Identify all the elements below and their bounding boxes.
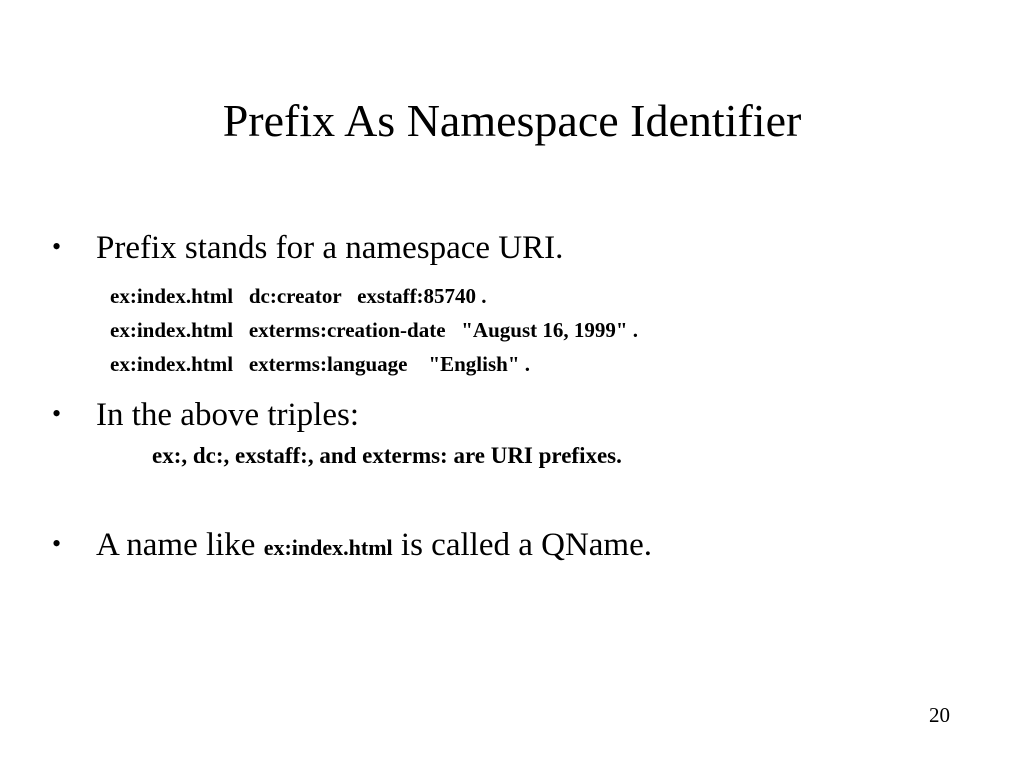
page-number: 20 bbox=[929, 703, 950, 727]
slide-body bbox=[52, 228, 982, 566]
page-title: Prefix As Namespace Identifier bbox=[222, 95, 802, 146]
bullet-marker-icon: • bbox=[52, 529, 62, 559]
bullet-item-3 bbox=[52, 525, 982, 566]
bullet-3-suffix: is called a QName. bbox=[392, 527, 652, 564]
spacer-2 bbox=[52, 473, 982, 525]
bullet-marker-icon: • bbox=[52, 399, 62, 429]
triple-line-3: ex:index.html exterms:language "English" . bbox=[110, 352, 530, 377]
triple-line-2: ex:index.html exterms:creation-date "August 16, 1999" . bbox=[110, 318, 639, 343]
bullet-2-text: In the above triples: bbox=[96, 397, 360, 434]
bullet-1-text: Prefix stands for a namespace URI. bbox=[96, 230, 564, 266]
bullet-item-1 bbox=[52, 228, 982, 269]
triple-line-1: ex:index.html dc:creator exstaff:85740 . bbox=[110, 284, 487, 309]
bullet-marker-icon: • bbox=[52, 232, 62, 261]
bullet-3-text bbox=[96, 525, 982, 566]
triples-block bbox=[110, 279, 982, 381]
bullet-item-2 bbox=[52, 395, 982, 436]
spacer-1 bbox=[52, 381, 982, 395]
prefix-explanation-text: ex:, dc:, exstaff:, and exterms: are URI prefixes. bbox=[152, 442, 622, 468]
qname-example: ex:index.html bbox=[263, 535, 393, 561]
bullet-3-prefix: A name like bbox=[96, 527, 264, 564]
